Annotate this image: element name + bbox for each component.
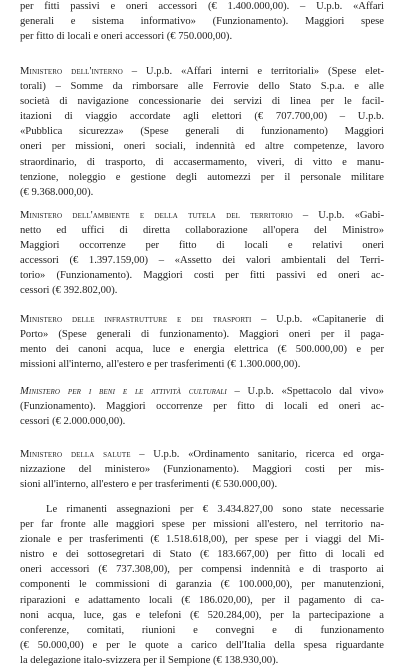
text-segment: – U.p.b. «Ordinamento sanitario, ricerca ed orga- [130, 449, 385, 460]
paragraph-ministero-ambiente [20, 208, 384, 299]
text-segment: – U.p.b. «Gabi- [292, 210, 384, 221]
text-line: la delegazione italo-svizzera per il Sempione (€ 138.930,00). [20, 654, 279, 666]
paragraph-intro [20, 0, 384, 44]
text-segment: – U.p.b. «Affari interni e territoriali» (Spese elet- [122, 66, 384, 77]
text-line: «Pubblica sicurezza» (Spese generali di funzionamento) Maggiori [20, 126, 384, 138]
text-line: missioni all'interno, all'estero e per trasferimenti (€ 1.300.000,00). [20, 359, 301, 371]
text-line: accessori (€ 1.397.159,00) – «Assetto dei valori ambientali del Terri- [20, 255, 384, 267]
paragraph-rimanenti [20, 502, 384, 668]
text-line: torali) – Somme da rimborsare alle Ferrovie dello Stato S.p.a. e alle [20, 81, 384, 93]
text-line: cessori (€ 2.000.000,00). [20, 416, 126, 428]
text-line: (Funzionamento). Maggiori occorrenze per fitto di locali ed oneri ac- [20, 401, 384, 413]
text-line: generali e sistema informativo» (Funzionamento). Maggiori spese [20, 16, 384, 28]
text-segment: – U.p.b. «Spettacolo dal vivo» [226, 386, 384, 397]
text-line: oneri per missioni, oneri sociali, indennità ed altre competenze, lavoro [20, 141, 384, 153]
ministry-heading: Ministero della salute [20, 449, 131, 460]
text-line: noni acqua, luce, gas e telefoni (€ 520.284,00), per la partecipazione a [20, 609, 384, 621]
text-line: sioni all'interno, all'estero e per trasferimenti (€ 530.000,00). [20, 479, 278, 491]
ministry-heading: Ministero delle infrastrutture e dei trasporti [20, 314, 252, 325]
ministry-heading: Ministero dell'ambiente e della tutela del territorio [20, 210, 293, 221]
text-line: tenzione, noleggio e gestione degli automezzi per il personale militare [20, 171, 384, 183]
text-line: cessori (€ 392.802,00). [20, 285, 118, 297]
text-line: mento dei canoni acqua, luce e energia elettrica (€ 500.000,00) e per [20, 344, 384, 356]
text-line: società di navigazione concessionarie dei servizi di linea per le facil- [20, 96, 384, 108]
paragraph-ministero-beni-culturali [20, 384, 384, 429]
text-line [20, 312, 384, 327]
ministry-heading: Ministero per i beni e le attività culturali [20, 386, 227, 397]
text-line: per fitto di locali e oneri accessori (€ 750.000,00). [20, 31, 233, 43]
text-line: Maggiori occorrenze per fitto di locali e relativi oneri [20, 240, 384, 252]
text-line: conferenze, comitati, riunioni e convegni e di funzionamento [20, 624, 384, 636]
text-line: nizzazione del ministero» (Funzionamento). Maggiori costi per mis- [20, 464, 384, 476]
text-line: Le rimanenti assegnazioni per € 3.434.827,00 sono state necessarie [46, 504, 384, 515]
text-segment: – U.p.b. «Capitanerie di [251, 314, 384, 325]
ministry-heading: Ministero dell'interno [20, 66, 123, 77]
text-line: itazioni di viaggio accordate agli elettori (€ 707.700,00) – U.p.b. [20, 111, 384, 123]
text-line: per far fronte alle maggiori spese per missioni all'estero, nel territorio na- [20, 519, 384, 531]
text-line: oneri accessori (€ 737.308,00), per compensi indennità e di trasporto ai [20, 564, 384, 576]
text-line: netto ed uffici di diretta collaborazione all'opera del Ministro» [20, 225, 384, 237]
text-line: componenti le commissioni di garanzia (€ 100.000,00), per manutenzioni, [20, 579, 384, 591]
paragraph-ministero-infrastrutture [20, 312, 384, 372]
text-line [20, 384, 384, 399]
text-line: nistro e dei sottosegretari di Stato (€ 183.667,00) per fitto di locali ed [20, 549, 384, 561]
text-line: (€ 9.368.000,00). [20, 186, 94, 198]
text-line [20, 64, 384, 79]
paragraph-ministero-salute [20, 447, 384, 492]
text-line: zionale e per trasferimenti (€ 1.518.618,00), per spese per i viaggi del Mi- [20, 534, 384, 546]
text-line: riparazioni e adattamento locali (€ 186.020,00), per il pagamento di ca- [20, 594, 384, 606]
paragraph-ministero-interno [20, 64, 384, 200]
text-line [20, 208, 384, 223]
text-line [20, 447, 384, 462]
text-line: (€ 50.000,00) e per le quote a carico dell'Italia della spesa riguardante [20, 639, 384, 651]
text-line: Porto» (Spese generali di funzionamento). Maggiori oneri per il paga- [20, 329, 384, 341]
text-line: straordinario, di trasporto, di accasermamento, viveri, di vitto e manu- [20, 156, 384, 168]
text-line: torio» (Funzionamento). Maggiori costi per fitti passivi ed oneri ac- [20, 270, 384, 282]
text-line: per fitti passivi e oneri accessori (€ 1.400.000,00). – U.p.b. «Affari [20, 1, 384, 12]
